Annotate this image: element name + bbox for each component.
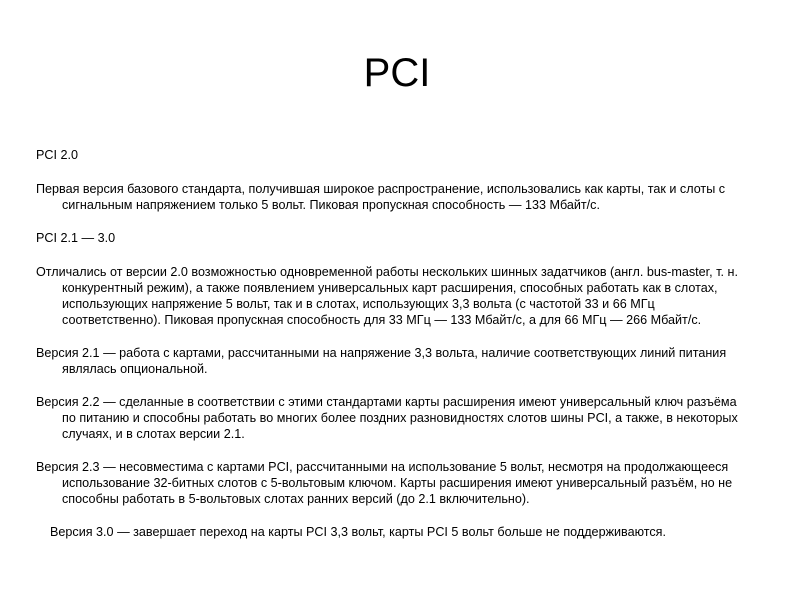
section-heading-pci-2-0: PCI 2.0 <box>36 148 78 162</box>
section-heading-pci-2-1-3-0: PCI 2.1 — 3.0 <box>36 231 116 245</box>
paragraph-pci-2-1-3-0-description: Отличались от версии 2.0 возможностью одновременной работы нескольких шинных задатчиков (англ. bus-master, т. н. конкурентный режим), а также появлением универсальных карт расширения, способных работать как в слотах, использующих напряжение 5 вольт, так и в слотах, использующих 3,3 вольта (с частотой 33 и 66 МГц соответственно). Пиковая пропускная способность для 33 МГц — 133 Мбайт/с, а для 66 МГц — 266 Мбайт/с. <box>36 265 738 327</box>
slide-title: PCI <box>363 51 431 95</box>
paragraph-version-3-0: Версия 3.0 — завершает переход на карты PCI 3,3 вольт, карты PCI 5 вольт больше не поддерживаются. <box>50 525 666 539</box>
slide-body <box>36 147 748 540</box>
paragraph-version-2-1: Версия 2.1 — работа с картами, рассчитанными на напряжение 3,3 вольта, наличие соответствующих линий питания являлась опциональной. <box>36 346 727 376</box>
paragraph-version-2-2: Версия 2.2 — сделанные в соответствии с этими стандартами карты расширения имеют универсальный ключ разъёма по питанию и способны работать во многих более поздних разновидностях слотов шины PCI, а также, в некоторых случаях, и в слотах версии 2.1. <box>36 395 738 441</box>
paragraph-pci-2-0-description: Первая версия базового стандарта, получившая широкое распространение, использовались как карты, так и слоты с сигнальным напряжением только 5 вольт. Пиковая пропускная способность — 133 Мбайт/с. <box>36 182 726 212</box>
paragraph-version-2-3: Версия 2.3 — несовместима с картами PCI, рассчитанными на использование 5 вольт, несмотря на продолжающееся использование 32-битных слотов с 5-вольтовым ключом. Карты расширения имеют универсальный разъём, но не способны работать в 5-вольтовых слотах ранних версий (до 2.1 включительно). <box>36 460 733 506</box>
